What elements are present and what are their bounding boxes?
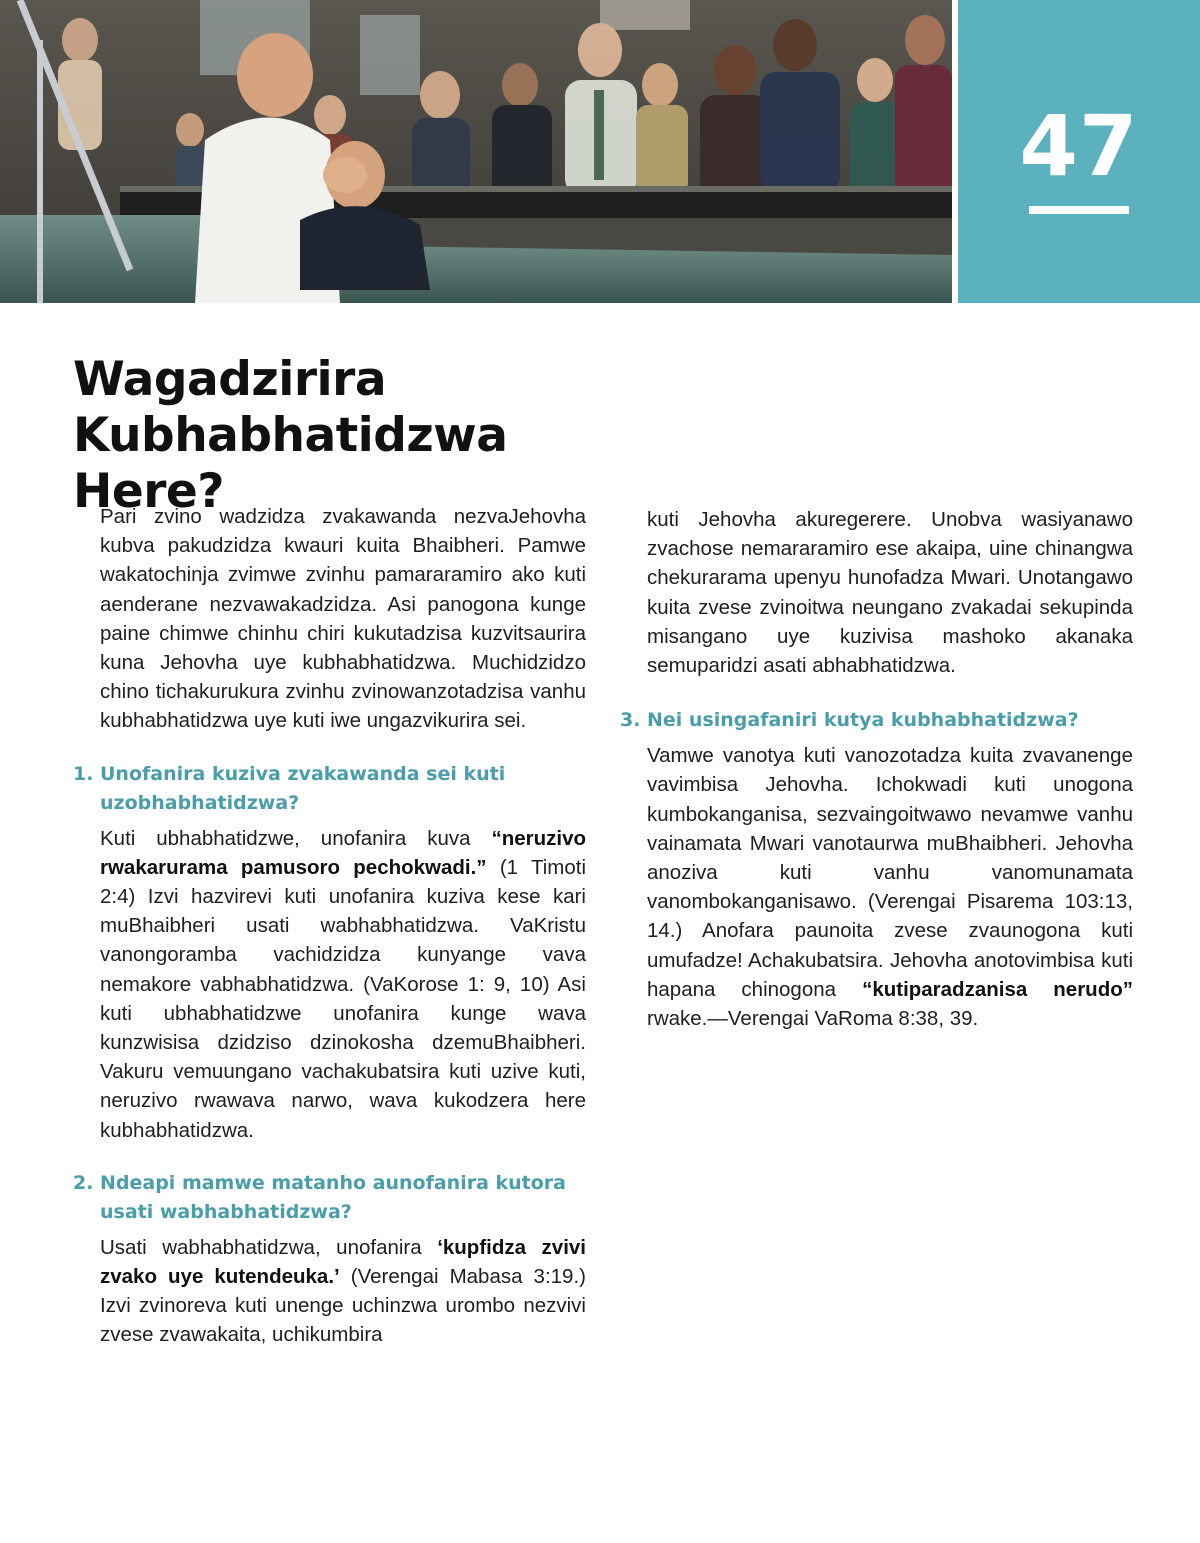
title-line-1: Wagadzirira Kubhabhatidzwa: [73, 352, 508, 463]
answer-2-quote: ‘kupfidza zvivi zvako uye kutendeuka.’: [100, 1235, 586, 1289]
question-1-heading: [73, 760, 586, 818]
lesson-number-underline: [1029, 206, 1129, 214]
question-3-number: 3.: [620, 709, 641, 732]
answer-3-part-c: rwake.—Verengai VaRoma 8:38, 39.: [647, 1007, 979, 1031]
answer-1-part-a: Kuti ubhabhatidzwe, unofanira kuva: [100, 826, 492, 850]
right-column: [620, 505, 1133, 1033]
answer-1-part-c: (1 Timoti 2:4) Izvi hazvirevi kuti unofanira kuziva kese kari muBhaibheri usati wabhabhatidzwa. VaKristu vanongoramba vachidzidza kunyange vava nemakore vabhabhatidzwa. (VaKorose 1: 9, 10) Asi kuti ubhabhatidzwe unofanira kunge wava kunzwisisa dzidziso dzinokosha dzemuBhaibheri. Vakuru vemuungano vachakubatsira kuti uzive kuti, neruzivo rwawava narwo, wava kukodzera here kubhabhatidzwa.: [100, 855, 587, 1142]
answer-1-paragraph: [73, 824, 586, 1145]
answer-2-part-a: Usati wabhabhatidzwa, unofanira: [100, 1235, 438, 1259]
answer-1-quote: “neruzivo rwakarurama pamusoro pechokwadi.”: [100, 826, 586, 879]
answer-2-continued: kuti Jehovha akuregerere. Unobva wasiyanawo zvachose nemararamiro ese akaipa, uine chinangwa chekurarama upenyu hunofadza Mwari. Unotangawo kuita zvese zvinoitwa neungano zvakadai sekupinda misangano uye kuzivisa mashoko akanaka semuparidzi asati abhabhatidzwa.: [647, 508, 1133, 678]
title-line-2: Here?: [73, 464, 225, 519]
question-2-number: 2.: [73, 1171, 94, 1194]
answer-2-paragraph: [73, 1233, 586, 1350]
header-photo: [0, 0, 952, 303]
question-3-text: Nei usingafaniri kutya kubhabhatidzwa?: [647, 709, 1079, 732]
lesson-number: 47: [1019, 97, 1139, 195]
answer-3-paragraph: [620, 741, 1133, 1033]
question-1-number: 1.: [73, 762, 94, 785]
question-3-heading: [620, 706, 1133, 735]
lesson-number-block: [958, 0, 1200, 303]
intro-paragraph: Pari zvino wadzidza zvakawanda nezvaJehovha kubva pakudzidza kwauri kuita Bhaibheri. Pamwe wakatochinja zvimwe zvinhu pamararamiro ako kuti aenderane nezvawakadzidza. Asi panogona kunge paine chimwe chinhu chiri kukutadzisa kuzvitsaurira kuna Jehovha uye kubhabhatidzwa. Muchidzidzo chino tichakurukura zvinhu zvinowanzotadzisa vanhu kubhabhatidzwa uye kuti iwe ungazvikurira sei.: [100, 505, 586, 733]
answer-2-part-c: (Verengai Mabasa 3:19.) Izvi zvinoreva kuti unenge uchinzwa urombo nezvivi zvese zvawakaita, uchikumbira: [100, 1265, 586, 1347]
left-column: [73, 502, 586, 1350]
question-1-text: Unofanira kuziva zvakawanda sei kuti uzobhabhatidzwa?: [100, 762, 506, 814]
question-2-heading: [73, 1169, 586, 1227]
answer-3-quote: “kutiparadzanisa nerudo”: [862, 977, 1133, 1001]
question-2-text: Ndeapi mamwe matanho aunofanira kutora usati wabhabhatidzwa?: [100, 1171, 567, 1223]
page-title: [73, 352, 833, 520]
answer-3-part-a: Vamwe vanotya kuti vanozotadza kuita zvavanenge vavimbisa Jehovha. Ichokwadi kuti unogona kumbokanganisa, sezvaingoitwawo nevamwe vanhu vainamata Mwari vanotaurwa muBhaibheri. Jehovha anoziva kuti vanhu vanomunamata vanombokanganisawo. (Verengai Pisarema 103:13, 14.) Anofara paunoita zvese zvaunogona kuti umufadze! Achakubatsira. Jehovha anotovimbisa kuti hapana chinogona: [647, 744, 1133, 1001]
